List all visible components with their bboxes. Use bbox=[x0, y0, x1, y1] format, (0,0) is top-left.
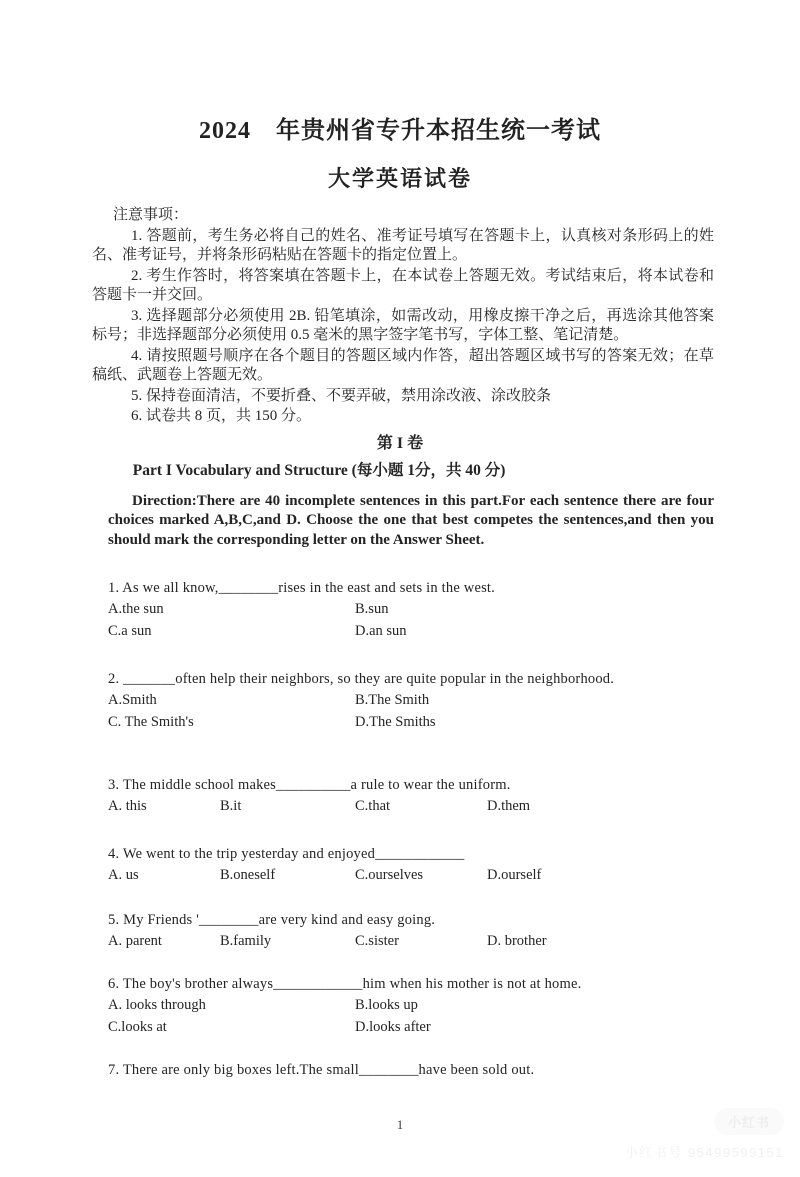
question-2 bbox=[108, 670, 714, 732]
option-row bbox=[108, 865, 714, 885]
answer-option: C. The Smith's bbox=[108, 714, 194, 730]
volume-label: 第 I 卷 bbox=[376, 434, 424, 452]
question-1 bbox=[108, 579, 714, 641]
notice-item-5: 5. 保持卷面清洁，不要折叠、不要弄破，禁用涂改液、涂改胶条 bbox=[131, 387, 552, 404]
question-stem: 2. _______often help their neighbors, so they are quite popular in the neighborhood. bbox=[108, 671, 615, 687]
question-stem: 3. The middle school makes__________a rule to wear the uniform. bbox=[108, 777, 511, 793]
option-row bbox=[108, 796, 714, 816]
answer-option: A. looks through bbox=[108, 997, 206, 1013]
answer-option: D.The Smiths bbox=[355, 714, 436, 730]
question-stem: 6. The boy's brother always____________him when his mother is not at home. bbox=[108, 976, 582, 992]
notice-item-3: 3. 选择题部分必须使用 2B. 铅笔填涂，如需改动，用橡皮擦干净之后，再选涂其他答案标号；非选择题部分必须使用 0.5 毫米的黑字签字笔书写，字体工整、笔记清楚。 bbox=[92, 307, 714, 343]
exam-title: 2024 年贵州省专升本招生统一考试 bbox=[199, 118, 601, 144]
option-row bbox=[108, 599, 714, 619]
answer-option: D.ourself bbox=[487, 867, 542, 883]
answer-option: D. brother bbox=[487, 933, 547, 949]
notice-item-1: 1. 答题前，考生务必将自己的姓名、准考证号填写在答题卡上，认真核对条形码上的姓名、准考证号，并将条形码粘贴在答题卡的指定位置上。 bbox=[92, 227, 714, 263]
watermark bbox=[625, 1108, 784, 1161]
answer-option: A.Smith bbox=[108, 692, 157, 708]
notice-item-6: 6. 试卷共 8 页，共 150 分。 bbox=[131, 408, 312, 424]
answer-option: D.an sun bbox=[355, 623, 407, 639]
answer-option: C.looks at bbox=[108, 1019, 167, 1035]
question-stem: 1. As we all know,________rises in the east and sets in the west. bbox=[108, 580, 495, 596]
answer-option: C.ourselves bbox=[355, 867, 424, 883]
notice-item-4: 4. 请按照题号顺序在各个题目的答题区域内作答，超出答题区域书写的答案无效；在草稿纸、武题卷上答题无效。 bbox=[92, 347, 714, 383]
question-stem: 5. My Friends '________are very kind and easy going. bbox=[108, 912, 436, 928]
answer-option: C.that bbox=[355, 798, 391, 814]
exam-subtitle: 大学英语试卷 bbox=[327, 166, 472, 191]
answer-option: B.sun bbox=[355, 601, 389, 617]
notice-section bbox=[92, 206, 714, 427]
watermark-badge: 小红书 bbox=[714, 1108, 784, 1135]
option-row bbox=[108, 712, 714, 732]
option-row bbox=[108, 931, 714, 951]
answer-option: A. parent bbox=[108, 933, 162, 949]
option-row bbox=[108, 621, 714, 641]
watermark-account: 小红书号 95499599151 bbox=[624, 1145, 784, 1160]
answer-option: D.them bbox=[487, 798, 531, 814]
answer-option: C.sister bbox=[355, 933, 399, 949]
answer-option: D.looks after bbox=[355, 1019, 431, 1035]
answer-option: C.a sun bbox=[108, 623, 152, 639]
answer-option: A. this bbox=[108, 798, 147, 814]
answer-option: B.The Smith bbox=[355, 692, 430, 708]
notice-item-2: 2. 考生作答时，将答案填在答题卡上，在本试卷上答题无效。考试结束后，将本试卷和答题卡一并交回。 bbox=[92, 267, 714, 303]
question-stem: 4. We went to the trip yesterday and enjoyed____________ bbox=[108, 846, 465, 862]
answer-option: B.looks up bbox=[355, 997, 418, 1013]
answer-option: B.it bbox=[220, 798, 242, 814]
question-4 bbox=[108, 845, 714, 885]
notice-heading: 注意事项： bbox=[113, 207, 189, 223]
option-row bbox=[108, 1017, 714, 1037]
question-7 bbox=[108, 1061, 714, 1079]
answer-option: A. us bbox=[108, 867, 139, 883]
question-3 bbox=[108, 776, 714, 816]
question-5 bbox=[108, 911, 714, 951]
exam-paper-page bbox=[0, 110, 800, 1177]
option-row bbox=[108, 995, 714, 1015]
part-heading: Part I Vocabulary and Structure (每小题 1分，共 40 分) bbox=[132, 461, 506, 479]
question-stem: 7. There are only big boxes left.The small________have been sold out. bbox=[108, 1062, 535, 1078]
question-6 bbox=[108, 975, 714, 1037]
question-list bbox=[108, 579, 714, 1079]
answer-option: B.family bbox=[220, 933, 272, 949]
option-row bbox=[108, 690, 714, 710]
direction-text: Direction:There are 40 incomplete sentences in this part.For each sentence there are four choices marked A,B,C,and D. Choose the one that best competes the sentences,and then you should mark the corresponding letter on the Answer Sheet. bbox=[108, 492, 714, 548]
answer-option: B.oneself bbox=[220, 867, 276, 883]
answer-option: A.the sun bbox=[108, 601, 164, 617]
page-number: 1 bbox=[396, 1117, 404, 1132]
